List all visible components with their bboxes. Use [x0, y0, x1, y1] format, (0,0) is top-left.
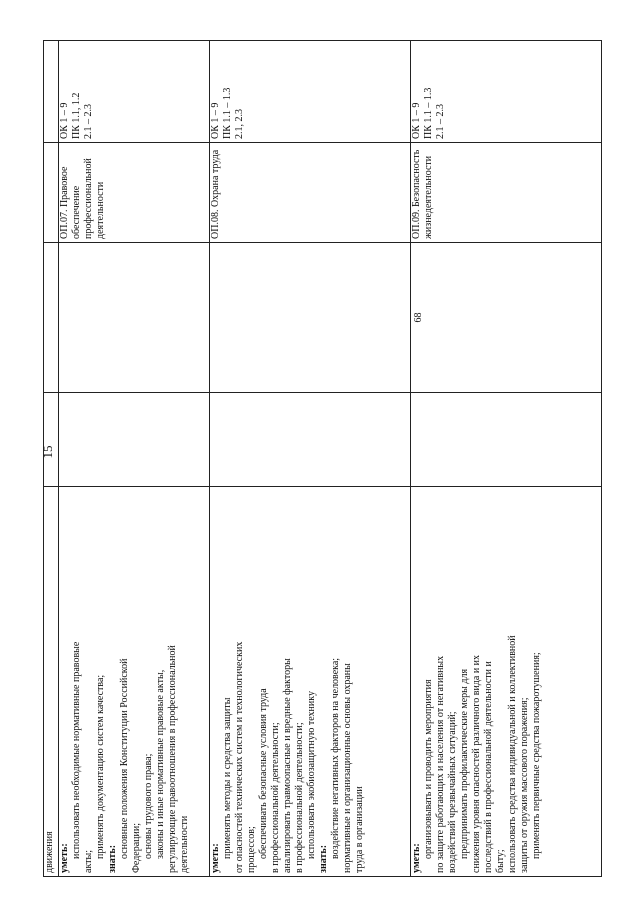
hours-value: 68: [413, 312, 424, 323]
competencies-cell: [210, 41, 411, 143]
content-line: процессов;: [246, 826, 257, 873]
table-row-continuation: [44, 41, 59, 877]
competency-line: ПК 1.1 – 1.3: [222, 87, 233, 139]
section-label: знать:: [107, 844, 118, 873]
content-line: основные положения Конституции Российской: [119, 658, 130, 859]
empty-cell: [44, 393, 59, 487]
discipline-cell: [210, 143, 411, 243]
competency-line: ОК 1 – 9: [210, 102, 221, 139]
section-label: уметь:: [59, 843, 70, 873]
empty-cell: [59, 393, 210, 487]
content-line: анализировать травмоопасные и вредные факторы: [282, 658, 293, 873]
content-line: быту;: [495, 849, 506, 873]
section-label: уметь:: [210, 843, 221, 873]
content-line: воздействие негативных факторов на человека;: [330, 657, 341, 859]
content-line: последствий в профессиональной деятельности и: [483, 661, 494, 873]
competencies-cell: [411, 41, 602, 143]
content-line: применять документацию систем качества;: [95, 674, 106, 859]
content-line: обеспечивать безопасные условия труда: [258, 688, 269, 859]
competency-line: ПК 1.1, 1.2: [71, 92, 82, 139]
table-row: [210, 41, 411, 877]
content-line: предпринимать профилактические меры для: [459, 668, 470, 859]
empty-cell: [210, 393, 411, 487]
table-row: [411, 41, 602, 877]
content-line: снижения уровня опасностей различного вида и их: [471, 654, 482, 873]
hours-value: [59, 246, 61, 389]
competency-line: ОК 1 – 9: [411, 102, 422, 139]
competencies-cell: [59, 41, 210, 143]
content-line: в профессиональной деятельности;: [270, 722, 281, 873]
content-line: регулирующие правоотношения в профессиональной: [167, 645, 178, 873]
content-cell: [210, 487, 411, 877]
discipline-name: ОП.07. Правовое обеспечение профессиональной деятельности: [59, 158, 106, 239]
content-line: Федерации;: [131, 822, 142, 873]
page-number: 15: [40, 445, 55, 459]
content-line: применять первичные средства пожаротушения;: [531, 652, 542, 859]
competency-line: 2.1, 2.3: [234, 109, 245, 139]
content-line: нормативные и организационные основы охраны: [342, 663, 353, 873]
empty-cell: [44, 143, 59, 243]
curriculum-table: [43, 40, 602, 877]
table-row: [59, 41, 210, 877]
competency-line: ПК 1.1 – 1.3: [423, 87, 434, 139]
content-line: воздействий чрезвычайных ситуаций;: [447, 711, 458, 873]
content-line: от опасностей технических систем и технологических: [234, 641, 245, 873]
empty-cell: [44, 41, 59, 143]
content-line: организовывать и проводить мероприятия: [423, 679, 434, 859]
content-line: законы и иные нормативные правовые акты,: [155, 669, 166, 859]
content-line: акты;: [83, 849, 94, 873]
section-label: уметь:: [411, 843, 422, 873]
standard-table-page: [43, 41, 598, 877]
competency-line: 2.1 – 2.3: [435, 104, 446, 139]
content-line: в профессиональной деятельности;: [294, 722, 305, 873]
content-cell: [411, 487, 602, 877]
continuation-text: движения: [44, 831, 55, 873]
empty-cell: [44, 243, 59, 393]
content-line: по защите работающих и населения от негативных: [435, 655, 446, 873]
content-line: использовать средства индивидуальной и коллективной: [507, 635, 518, 873]
content-line: основы трудового права;: [143, 753, 154, 859]
content-line: труда в организации: [354, 786, 365, 873]
content-line: применять методы и средства защиты: [222, 697, 233, 859]
content-line: защиты от оружия массового поражения;: [519, 697, 530, 873]
content-line: использовать экобиозащитную технику: [306, 691, 317, 859]
discipline-name: ОП.09. Безопасность жизнедеятельности: [411, 149, 434, 239]
hours-cell: [411, 243, 602, 393]
empty-cell: [411, 393, 602, 487]
discipline-cell: [59, 143, 210, 243]
discipline-cell: [411, 143, 602, 243]
hours-cell: [59, 243, 210, 393]
continuation-cell: [44, 487, 59, 877]
content-line: деятельности: [179, 815, 190, 873]
competency-line: 2.1 – 2.3: [83, 104, 94, 139]
discipline-name: ОП.08. Охрана труда: [210, 149, 221, 239]
section-label: знать:: [318, 844, 329, 873]
content-cell: [59, 487, 210, 877]
hours-value: [210, 246, 212, 389]
hours-cell: [210, 243, 411, 393]
content-line: использовать необходимые нормативные правовые: [71, 641, 82, 859]
competency-line: ОК 1 – 9: [59, 102, 70, 139]
